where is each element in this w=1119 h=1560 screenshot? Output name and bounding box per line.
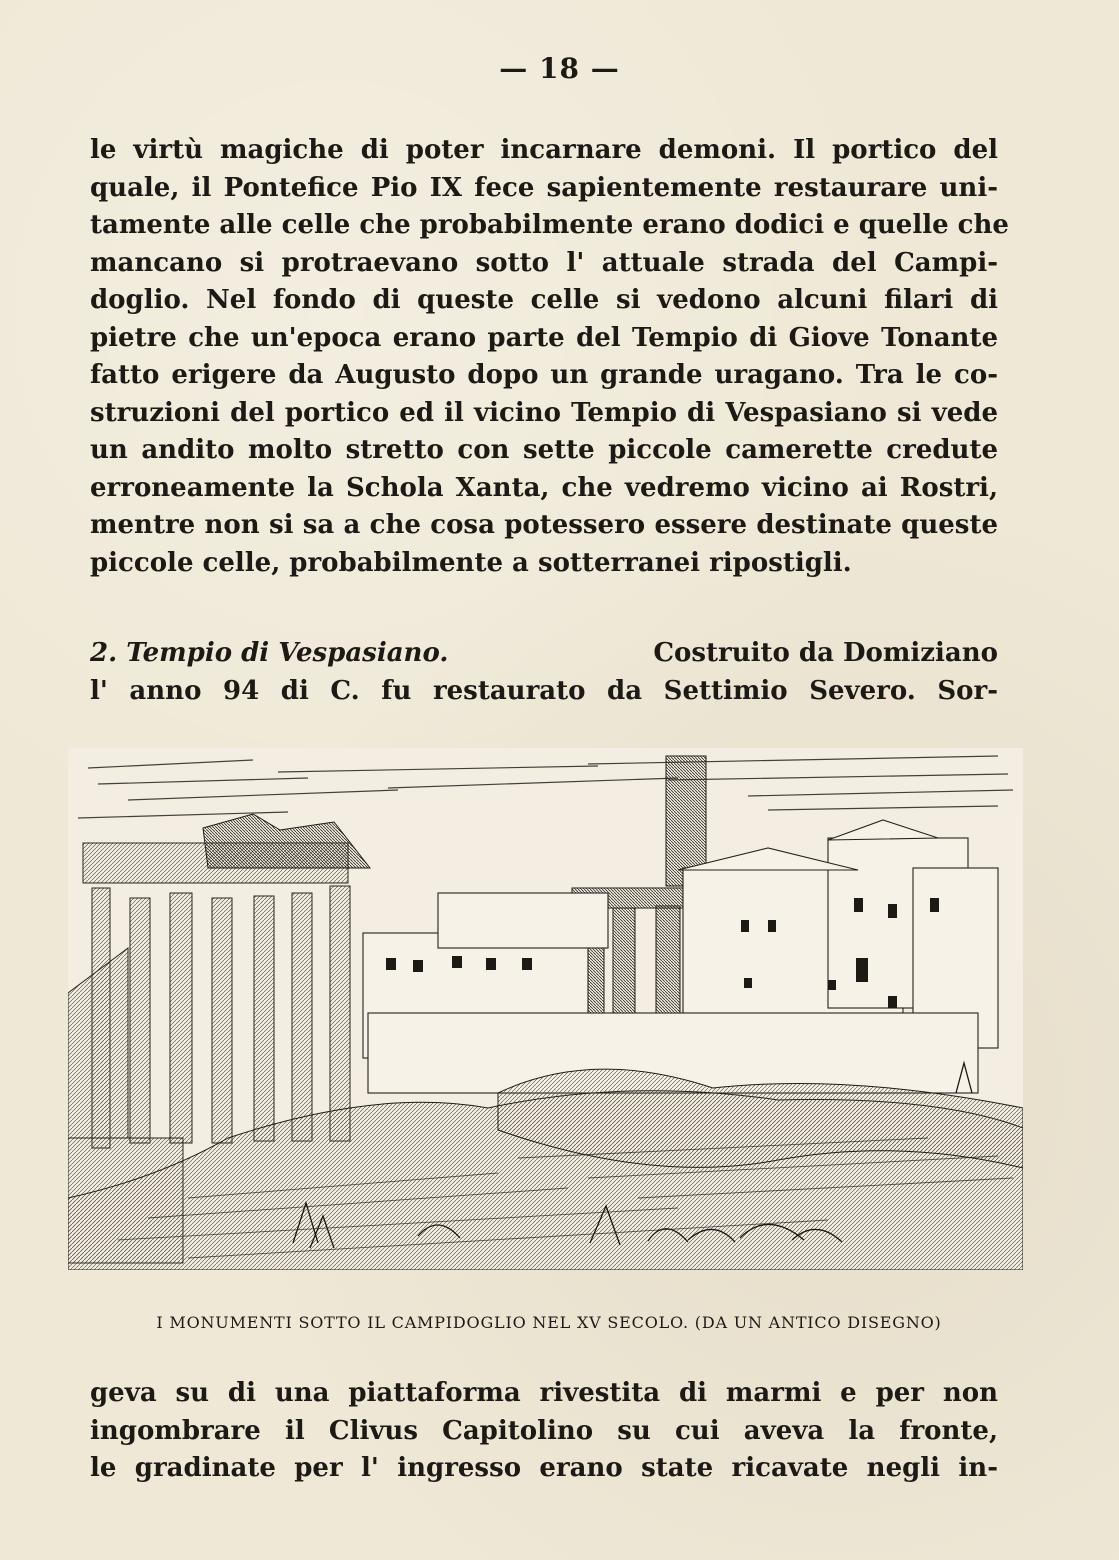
illustration-caption: I MONUMENTI SOTTO IL CAMPIDOGLIO NEL XV SECOLO. (DA UN ANTICO DISEGNO): [156, 1313, 942, 1332]
paragraph-1-line-1: le virtù magiche di poter incarnare demoni. Il portico del: [90, 135, 998, 165]
engraving-illustration: [68, 748, 1023, 1270]
paragraph-1-line-8: struzioni del portico ed il vicino Tempio di Vespasiano si vede: [90, 397, 998, 428]
paragraph-3-line-2: ingombrare il Clivus Capitolino su cui aveva la fronte,: [90, 1415, 998, 1446]
section-number: 2.: [90, 638, 118, 668]
paragraph-1-line-7: fatto erigere da Augusto dopo un grande uragano. Tra le co-: [90, 360, 998, 390]
paragraph-2-line-1-rest: Costruito da Domiziano: [653, 638, 998, 668]
page-number: — 18 —: [499, 52, 620, 85]
section-heading: [90, 635, 448, 673]
paragraph-1-line-10: erroneamente la Schola Xanta, che vedremo vicino ai Rostri,: [90, 472, 998, 503]
paragraph-2: [90, 635, 998, 710]
paragraph-2-line-2: l' anno 94 di C. fu restaurato da Settimio Severo. Sor-: [90, 675, 998, 706]
paragraph-3-line-1: geva su di una piattaforma rivestita di marmi e per non: [90, 1378, 998, 1408]
paragraph-1-line-11: mentre non si sa a che cosa potessero essere destinate queste: [90, 510, 998, 540]
illustration: [68, 748, 1023, 1270]
paragraph-3: [90, 1375, 998, 1488]
paragraph-1: [90, 132, 1009, 582]
paragraph-1-line-9: un andito molto stretto con sette piccole camerette credute: [90, 435, 998, 465]
paragraph-1-line-3: tamente alle celle che probabilmente erano dodici e quelle che: [90, 210, 1009, 240]
paragraph-1-line-4: mancano si protraevano sotto l' attuale strada del Campi-: [90, 247, 998, 278]
paragraph-1-line-12: piccole celle, probabilmente a sotterranei ripostigli.: [90, 547, 852, 578]
paragraph-2-line-1: [90, 635, 998, 673]
section-title: Tempio di Vespasiano.: [126, 638, 449, 668]
paragraph-1-line-5: doglio. Nel fondo di queste celle si vedono alcuni filari di: [90, 285, 998, 315]
paragraph-1-line-2: quale, il Pontefice Pio IX fece sapientemente restaurare uni-: [90, 172, 998, 203]
paragraph-3-line-3: le gradinate per l' ingresso erano state ricavate negli in-: [90, 1453, 998, 1483]
paragraph-1-line-6: pietre che un'epoca erano parte del Tempio di Giove Tonante: [90, 322, 998, 353]
